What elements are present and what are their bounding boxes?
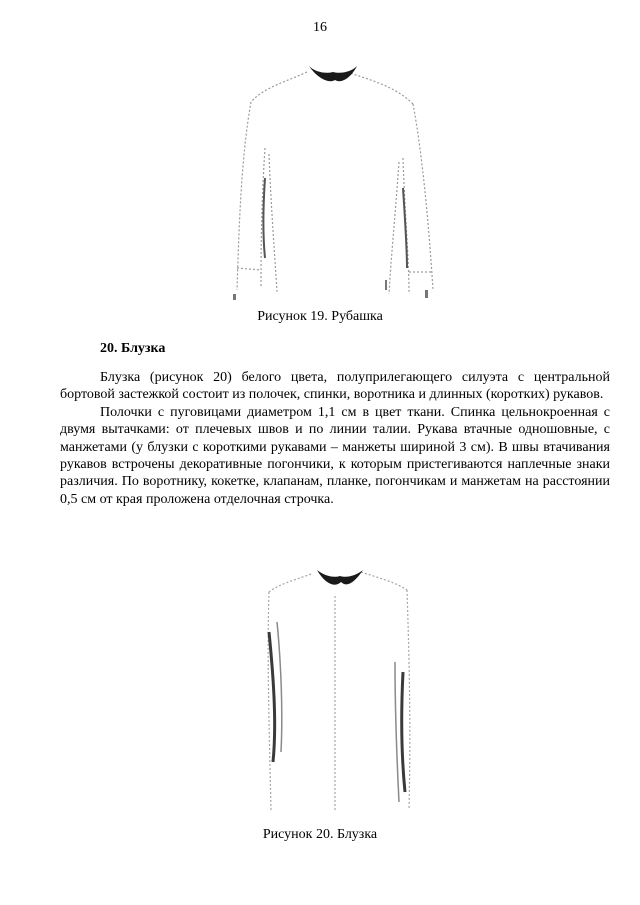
page-number: 16 bbox=[313, 20, 327, 35]
blouse-right-shoulder bbox=[361, 572, 407, 590]
blouse-left-side bbox=[268, 592, 271, 810]
shirt-left-sleeve-outer bbox=[237, 102, 251, 290]
shirt-right-shoulder bbox=[347, 72, 413, 104]
blouse-left-sleeve-shade bbox=[269, 632, 275, 762]
blouse-right-side bbox=[407, 590, 410, 810]
blouse-left-shoulder bbox=[269, 574, 311, 592]
shirt-right-side bbox=[389, 162, 399, 294]
shirt-left-side bbox=[269, 154, 277, 292]
figure-20-caption: Рисунок 20. Блузка bbox=[262, 827, 378, 842]
shirt-left-shoulder bbox=[251, 72, 307, 102]
shirt-collar bbox=[309, 66, 357, 81]
figure-19-caption: Рисунок 19. Рубашка bbox=[257, 309, 383, 324]
blouse-collar bbox=[317, 570, 363, 585]
shirt-figure bbox=[225, 58, 445, 306]
section-heading: 20. Блузка bbox=[100, 341, 166, 356]
shirt-left-cuff bbox=[237, 268, 261, 270]
paragraph-2: Полочки с пуговицами диаметром 1,1 см в цвет ткани. Спинка цельнокроенная с двумя вытачками: от плечевых швов и по линии талии. Рукава втачные одношовные, с манжетами (у блузки с короткими рукавами – манжеты шириной 3 см). В швы втачивания рукавов встрочены декоративные погончики, к которым пристегиваются наплечные знаки различия. По воротнику, кокетке, клапанам, планке, погончикам и манжетам на расстоянии 0,5 см от края проложена отделочная строчка. bbox=[60, 404, 610, 507]
shirt-right-sleeve-outer bbox=[413, 104, 433, 290]
blouse-figure bbox=[255, 562, 423, 816]
section-body bbox=[60, 369, 610, 508]
paragraph-1: Блузка (рисунок 20) белого цвета, полуприлегающего силуэта с центральной бортовой застежкой состоит из полочек, спинки, воротника и длинных (коротких) рукавов. bbox=[60, 370, 610, 403]
blouse-right-sleeve-shade bbox=[402, 672, 405, 792]
